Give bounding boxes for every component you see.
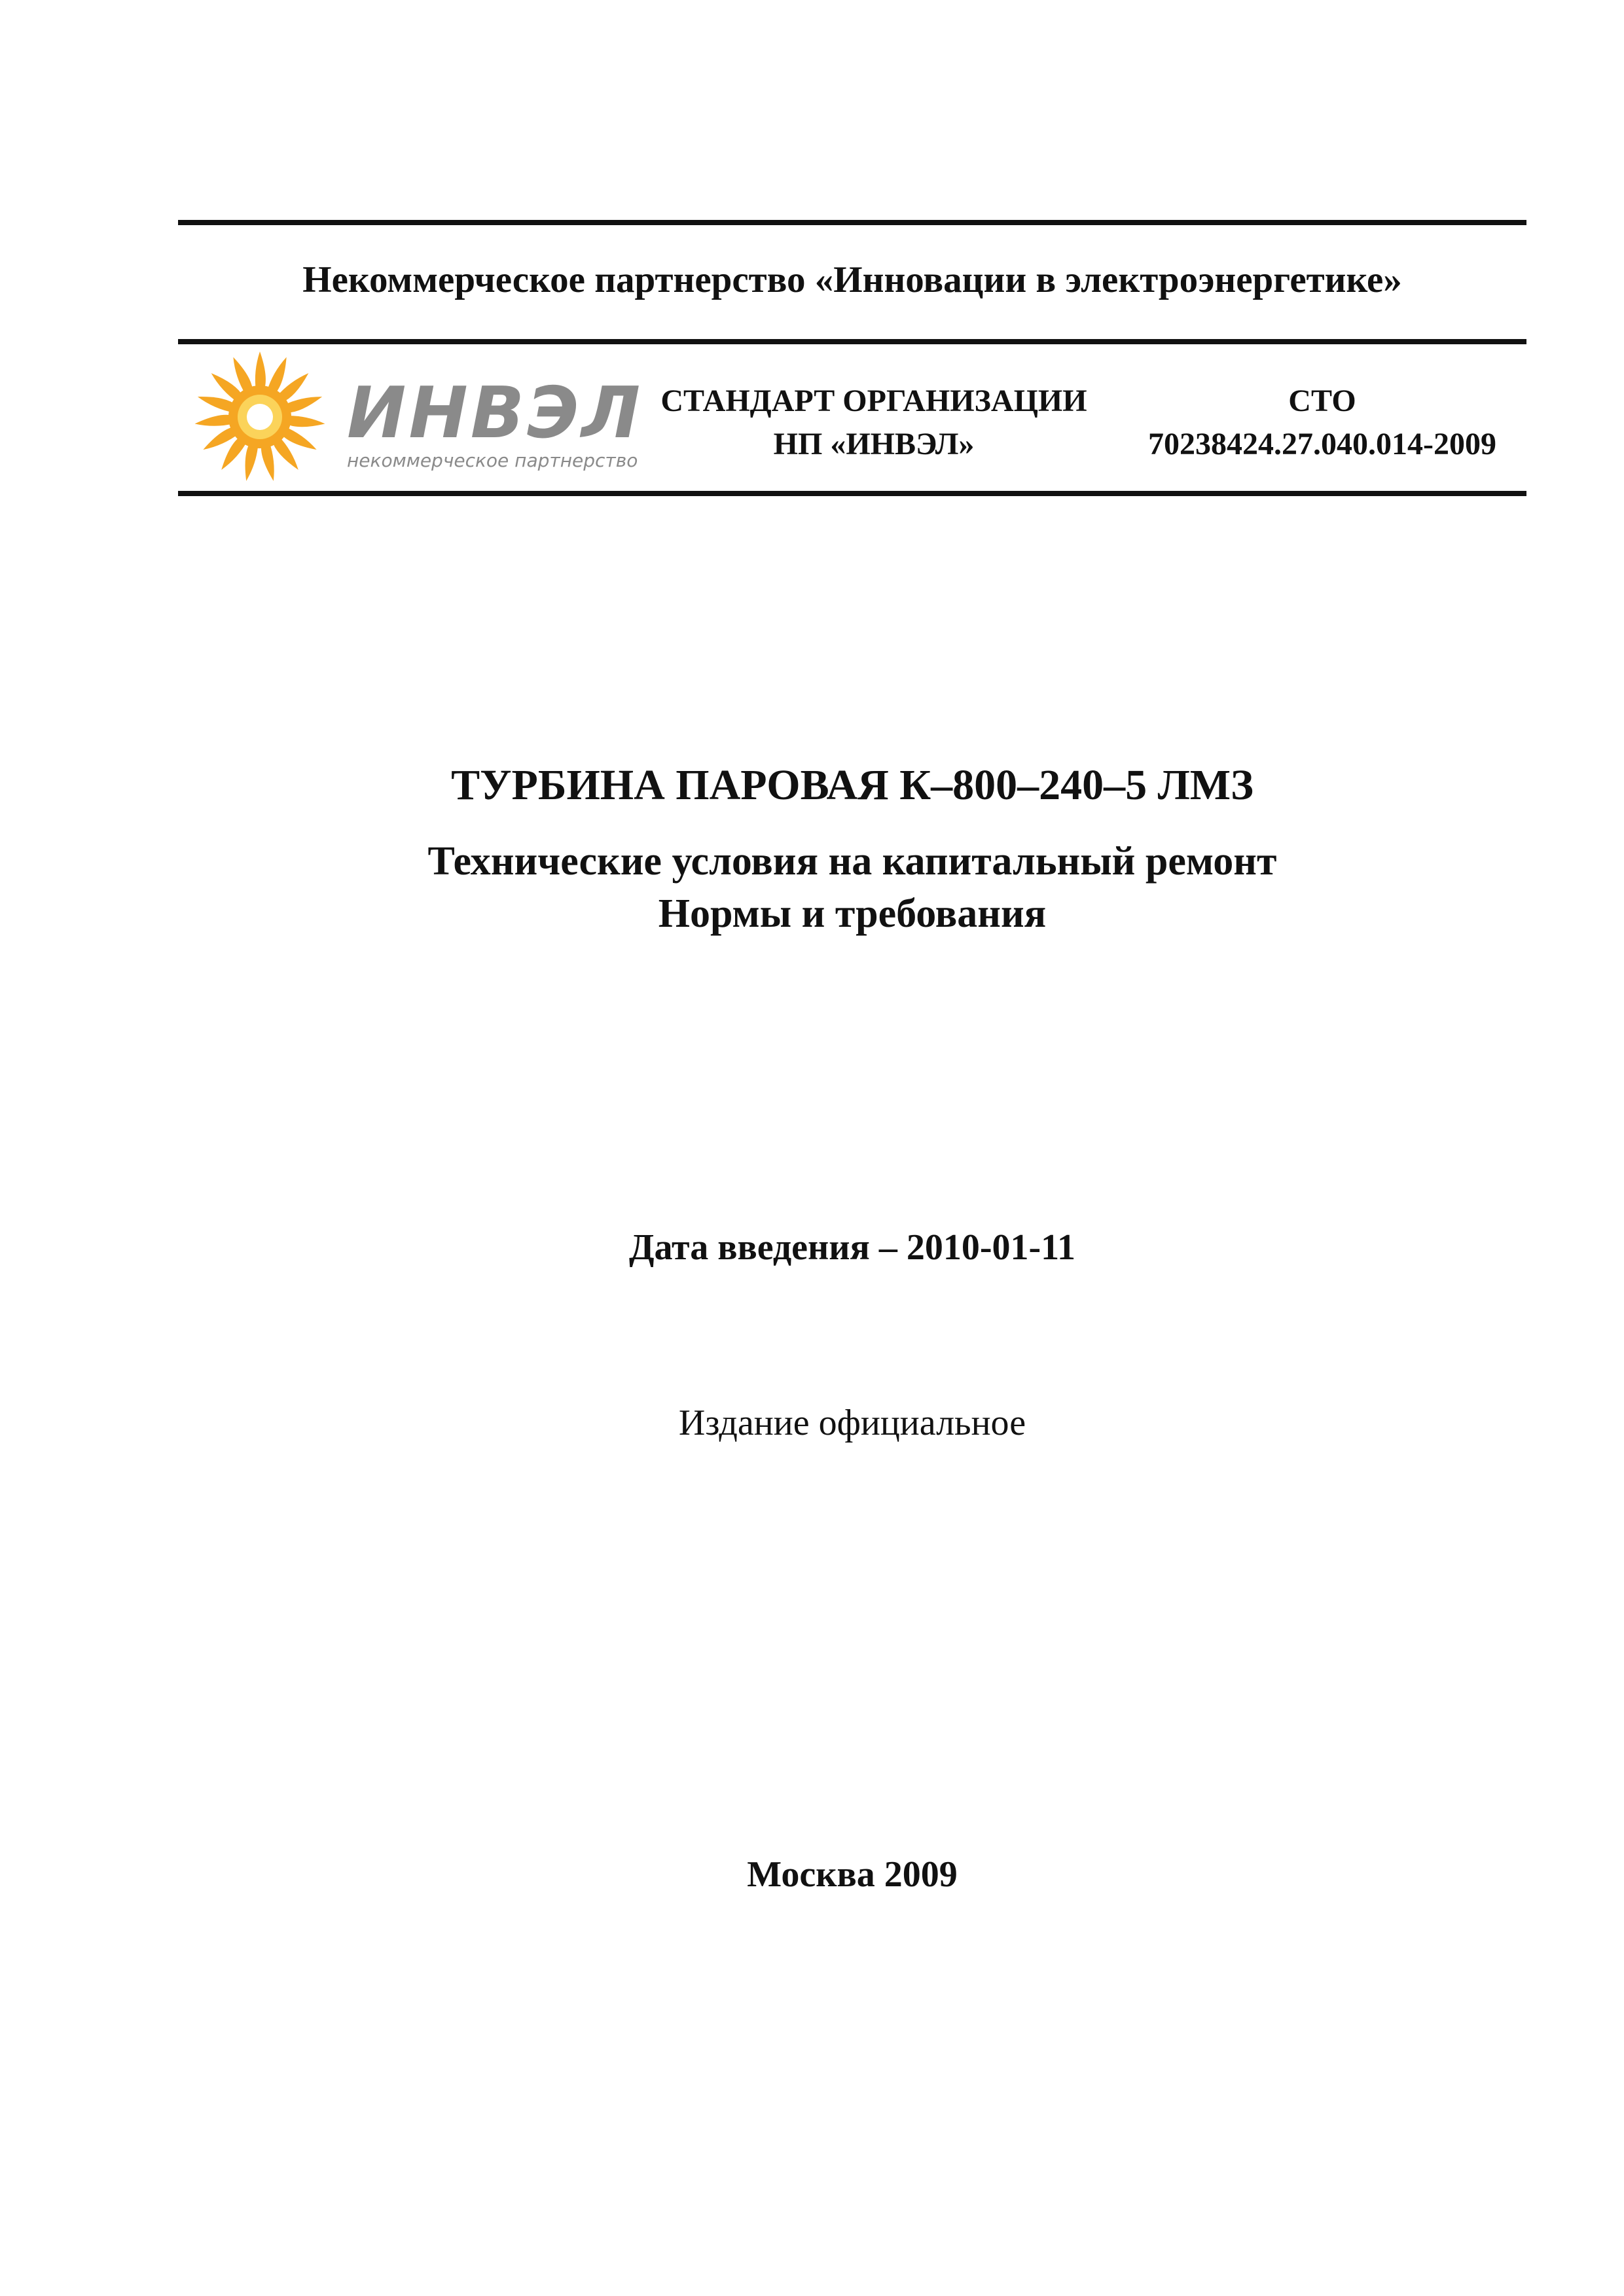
standard-line-1: СТАНДАРТ ОРГАНИЗАЦИИ: [660, 384, 1087, 418]
standard-designation: [1126, 380, 1519, 466]
sun-center: [247, 404, 273, 430]
document-subtitle: [178, 835, 1526, 940]
introduction-date: Дата введения – 2010-01-11: [628, 1227, 1076, 1268]
designation-line-2: 70238424.27.040.014-2009: [1148, 427, 1496, 461]
invel-logo: [187, 346, 643, 488]
edition-note: Издание официальное: [678, 1403, 1026, 1443]
designation-line-1: СТО: [1288, 384, 1356, 418]
standard-line-2: НП «ИНВЭЛ»: [773, 427, 975, 461]
bottom-rule: [178, 491, 1526, 496]
subtitle-line-1: Технические условия на капитальный ремонт: [427, 839, 1277, 884]
middle-rule: [178, 339, 1526, 344]
city-year: Москва 2009: [747, 1854, 958, 1895]
top-rule: [178, 220, 1526, 225]
standard-title: [628, 380, 1119, 466]
logo-tagline: некоммерческое партнерство: [347, 450, 638, 471]
sun-icon: [187, 346, 344, 488]
subtitle-line-2: Нормы и требования: [658, 891, 1047, 936]
organization-name: Некоммерческое партнерство «Инновации в электроэнергетике»: [302, 259, 1402, 300]
logo-name: ИНВЭЛ: [347, 372, 643, 454]
document-title: ТУРБИНА ПАРОВАЯ К–800–240–5 ЛМЗ: [451, 761, 1254, 809]
